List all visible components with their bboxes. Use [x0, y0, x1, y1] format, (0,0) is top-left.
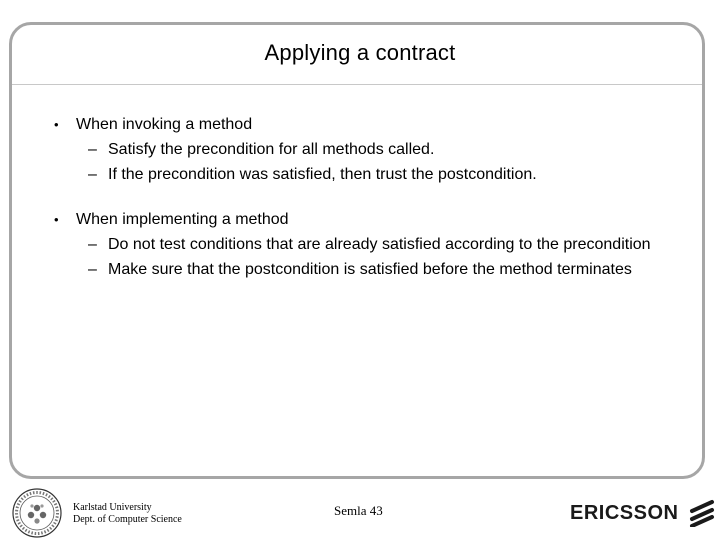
university-seal-icon — [11, 487, 63, 539]
ericsson-mark-icon — [688, 497, 716, 527]
bullet-invoking — [46, 112, 666, 187]
page-label: Semla 43 — [334, 503, 383, 518]
university-name: Karlstad University — [73, 502, 152, 513]
sub-bullet-text: Do not test conditions that are already satisfied according to the precondition — [108, 236, 651, 253]
sub-bullet — [76, 137, 666, 162]
sub-bullet-text: If the precondition was satisfied, then trust the postcondition. — [108, 166, 537, 183]
slide-content — [46, 112, 666, 282]
university-label — [73, 502, 182, 526]
sub-bullet — [76, 257, 666, 282]
bullet-marker: • — [54, 212, 59, 227]
bullet-marker: • — [54, 117, 59, 132]
sub-bullet-text: Satisfy the precondition for all methods called. — [108, 141, 435, 158]
sub-bullet-marker: – — [88, 261, 97, 278]
sub-bullet-marker: – — [88, 236, 97, 253]
title-divider — [12, 84, 702, 85]
bullet-text: When implementing a method — [76, 211, 289, 228]
bullet-text: When invoking a method — [76, 116, 253, 133]
sub-bullet-marker: – — [88, 166, 97, 183]
bullet-implementing — [46, 207, 666, 282]
sub-bullet-marker: – — [88, 141, 97, 158]
sub-bullet-text: Make sure that the postcondition is satisfied before the method terminates — [108, 261, 632, 278]
ericsson-logo: ERICSSON — [570, 502, 679, 524]
department-name: Dept. of Computer Science — [73, 514, 182, 525]
slide-title: Applying a contract — [264, 40, 456, 65]
sub-bullet — [76, 162, 666, 187]
sub-bullet — [76, 232, 666, 257]
